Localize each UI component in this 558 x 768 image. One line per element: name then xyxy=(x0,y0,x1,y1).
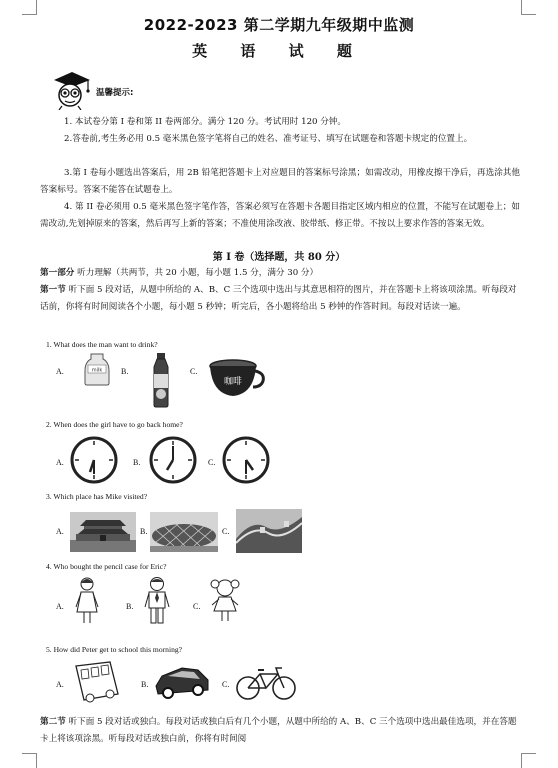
bicycle-icon xyxy=(234,664,298,702)
q3-option-a: A. xyxy=(56,527,64,536)
subsection-one-label: 第一节 xyxy=(40,285,66,295)
q4-option-a: A. xyxy=(56,602,64,611)
milk-label: milk xyxy=(91,367,103,374)
tip-item-3: 3.第 I 卷每小题选出答案后，用 2B 铅笔把答题卡上对应题目的答案标号涂黑；如需改动，用橡皮擦干净后，再选涂其他答案标号。答案不能答在试题卷上。 xyxy=(40,168,520,195)
q1-option-c: C. xyxy=(190,367,198,376)
section-one-label: 第一部分 xyxy=(40,268,75,278)
question-4: 4. Who bought the pencil case for Eric? xyxy=(46,562,167,571)
milk-bottle-icon xyxy=(82,352,112,386)
q4-option-c: C. xyxy=(193,602,201,611)
part-one-title: 第 I 卷（选择题，共 80 分） xyxy=(212,252,346,263)
q3-option-c: C. xyxy=(222,527,230,536)
q5-option-c: C. xyxy=(222,680,230,689)
q1-option-a: A. xyxy=(56,367,64,376)
section-one-heading xyxy=(40,265,520,282)
tip-item-1: 1. 本试卷分第 I 卷和第 II 卷两部分。满分 120 分。考试用时 120 分钟。 xyxy=(64,117,347,127)
subsection-one-text: 听下面 5 段对话，从题中所给的 A、B、C 三个选项中选出与其意思相符的图片，并在答题卡上将该项涂黑。听每段对话前，你将有时间阅读各个小题，每小题 5 秒钟；听完后，各小题将给出 5 秒钟的作答时间。每段对话读一遍。 xyxy=(40,285,517,312)
q2-option-b: B. xyxy=(133,458,141,467)
crop-mark-top-right xyxy=(521,0,536,15)
subsection-two-text: 听下面 5 段对话或独白。每段对话或独白后有几个小题，从题中所给的 A、B、C 三个选项中选出最佳选项，并在答题卡上将该项涂黑。听每段对话或独白前，你将有时间阅 xyxy=(40,717,517,744)
subsection-two xyxy=(40,714,520,748)
girl-icon xyxy=(208,577,242,623)
juice-bottle-icon xyxy=(148,352,174,408)
birds-nest-stadium-photo xyxy=(150,512,218,552)
question-5: 5. How did Peter get to school this morning? xyxy=(46,645,183,654)
tip-item-4: 4. 第 II 卷必须用 0.5 毫米黑色签字笔作答，答案必须写在答题卡各题目指定区域内相应的位置，不能写在试题卷上；如需改动,先划掉原来的答案，然后再写上新的答案；不准使用涂改液、胶带纸、修正带。不按以上要求作答的答案无效。 xyxy=(40,202,520,229)
q2-option-a: A. xyxy=(56,458,64,467)
exam-subtitle: 英 语 试 题 xyxy=(192,42,366,60)
subsection-two-label: 第二节 xyxy=(40,717,66,727)
graduate-mascot-icon xyxy=(50,68,92,110)
clock-icon xyxy=(70,436,118,484)
q2-option-c: C. xyxy=(208,458,216,467)
tip-item-2: 2.答卷前,考生务必用 0.5 毫米黑色签字笔将自己的姓名、准考证号、填写在试题卷和答题卡规定的位置上。 xyxy=(64,134,473,144)
clock-icon xyxy=(222,436,270,484)
question-3: 3. Which place has Mike visited? xyxy=(46,492,148,501)
question-2: 2. When does the girl have to go back home? xyxy=(46,420,183,429)
q5-option-a: A. xyxy=(56,680,64,689)
crop-mark-bottom-right xyxy=(521,753,536,768)
coffee-label: 咖啡 xyxy=(223,377,243,387)
crop-mark-top-left xyxy=(22,0,37,15)
woman-icon xyxy=(72,575,102,625)
bus-icon xyxy=(70,660,122,704)
great-wall-photo xyxy=(236,509,302,553)
man-icon xyxy=(141,575,173,625)
section-one-text: 听力理解（共两节，共 20 小题，每小题 1.5 分，满分 30 分） xyxy=(77,268,319,278)
exam-title: 2022-2023 第二学期九年级期中监测 xyxy=(143,16,415,34)
clock-icon xyxy=(149,436,197,484)
question-1: 1. What does the man want to drink? xyxy=(46,340,158,349)
tiananmen-photo xyxy=(70,512,136,552)
subsection-one xyxy=(40,282,520,316)
car-icon xyxy=(152,662,212,700)
q5-option-b: B. xyxy=(141,680,149,689)
q3-option-b: B. xyxy=(140,527,148,536)
q1-option-b: B. xyxy=(121,367,129,376)
crop-mark-bottom-left xyxy=(22,753,37,768)
tips-label: 温馨提示: xyxy=(96,88,134,98)
coffee-cup-icon xyxy=(206,357,266,401)
q4-option-b: B. xyxy=(126,602,134,611)
